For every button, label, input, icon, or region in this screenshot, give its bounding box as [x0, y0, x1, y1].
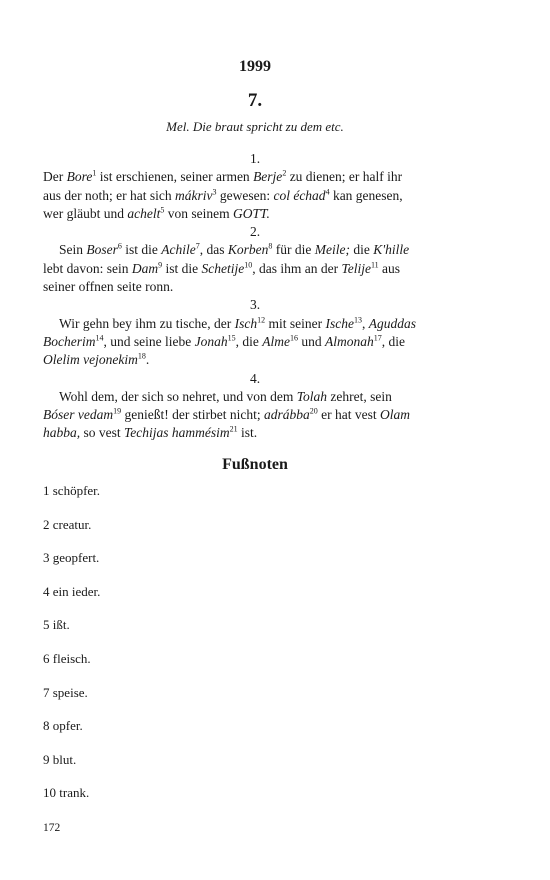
verse-line: Wohl dem, der sich so nehret, und von dem Tolah zehret, sein	[59, 388, 392, 404]
footnote-text: speise.	[52, 684, 88, 700]
verse-line: Wir gehn bey ihm zu tische, der Isch$^{12}$ mit seiner Ische$^{13}$, Aguddas	[59, 315, 417, 331]
footnote-item	[43, 483, 100, 517]
verse-text	[43, 315, 467, 370]
footnote-item	[43, 718, 100, 752]
verse-number: 3.	[249, 297, 261, 313]
verse-line: habba, so vest Techijas hammésim$^{21}$ ist.	[43, 424, 258, 441]
melody-line: Mel. Die braut spricht zu dem etc.	[166, 119, 344, 134]
verse-number: 4.	[249, 370, 261, 386]
verse-line: Sein Boser$^6$ ist die Achile$^7$, das Korben$^8$ für die Meile; die K'hille	[59, 241, 410, 258]
verse-text	[43, 388, 467, 443]
footnote-text: geopfert.	[52, 550, 100, 566]
footnote-text: blut.	[52, 751, 77, 767]
footnote-text: ein ieder.	[52, 583, 101, 599]
footnote-text: fleisch.	[52, 650, 91, 666]
footnote-text: ißt.	[52, 617, 70, 633]
footnote-item	[43, 752, 100, 786]
verse-text	[43, 168, 467, 223]
footnote-number: 7	[43, 684, 50, 700]
footnote-number: 5	[43, 617, 50, 633]
footnote-text: creatur.	[52, 516, 92, 532]
footnote-item	[43, 517, 100, 551]
verse-line: wer gläubt und achelt$^5$ von seinem GOTT.	[43, 205, 270, 221]
footnote-number: 1	[43, 483, 50, 498]
footnote-text: trank.	[59, 785, 90, 801]
page-number: 172	[43, 822, 61, 834]
verse-text	[43, 241, 467, 296]
footnote-item	[43, 617, 100, 651]
footnote-item	[43, 651, 100, 685]
verse-line: Bocherim$^{14}$, und seine liebe Jonah$^{15}$, die Alme$^{16}$ und Almonah$^{17}$, die	[43, 333, 405, 349]
poem-body	[43, 150, 467, 443]
footnote-item	[43, 685, 100, 719]
footnote-text: schöpfer.	[52, 483, 101, 498]
footnote-text: opfer.	[52, 718, 83, 734]
footnote-number: 4	[43, 583, 50, 599]
verse-line: Olelim vejonekim$^{18}$.	[43, 351, 150, 368]
verse-line: aus der noth; er hat sich mákriv$^3$ gewesen: col échad$^4$ kan genesen,	[43, 187, 403, 203]
poem-number: 7.	[247, 90, 263, 111]
footnote-item	[43, 584, 100, 618]
footnote-number: 2	[43, 516, 50, 532]
verse-number: 1.	[249, 151, 261, 166]
verse-line: lebt davon: sein Dam$^9$ ist die Schetije$^{10}$, das ihm an der Telije$^{11}$ aus	[43, 260, 401, 276]
footnote-number: 9	[43, 751, 50, 767]
footnote-number: 6	[43, 650, 50, 666]
footnotes-list	[43, 483, 100, 819]
verse-line: Bóser vedam$^{19}$ genießt! der stirbet nicht; adrábba$^{20}$ er hat vest Olam	[43, 406, 410, 423]
chapter-year: 1999	[239, 58, 271, 75]
footnote-number: 10	[43, 785, 56, 801]
verse-line: seiner offnen seite ronn.	[43, 279, 174, 295]
footnote-item	[43, 785, 100, 819]
verse-number: 2.	[249, 224, 261, 240]
footnote-number: 8	[43, 718, 50, 734]
footnote-item	[43, 550, 100, 584]
footnote-number: 3	[43, 550, 50, 566]
verse-line: Der Bore$^1$ ist erschienen, seiner armen Berje$^2$ zu dienen; er half ihr	[43, 168, 403, 185]
footnotes-heading: Fußnoten	[222, 456, 288, 473]
